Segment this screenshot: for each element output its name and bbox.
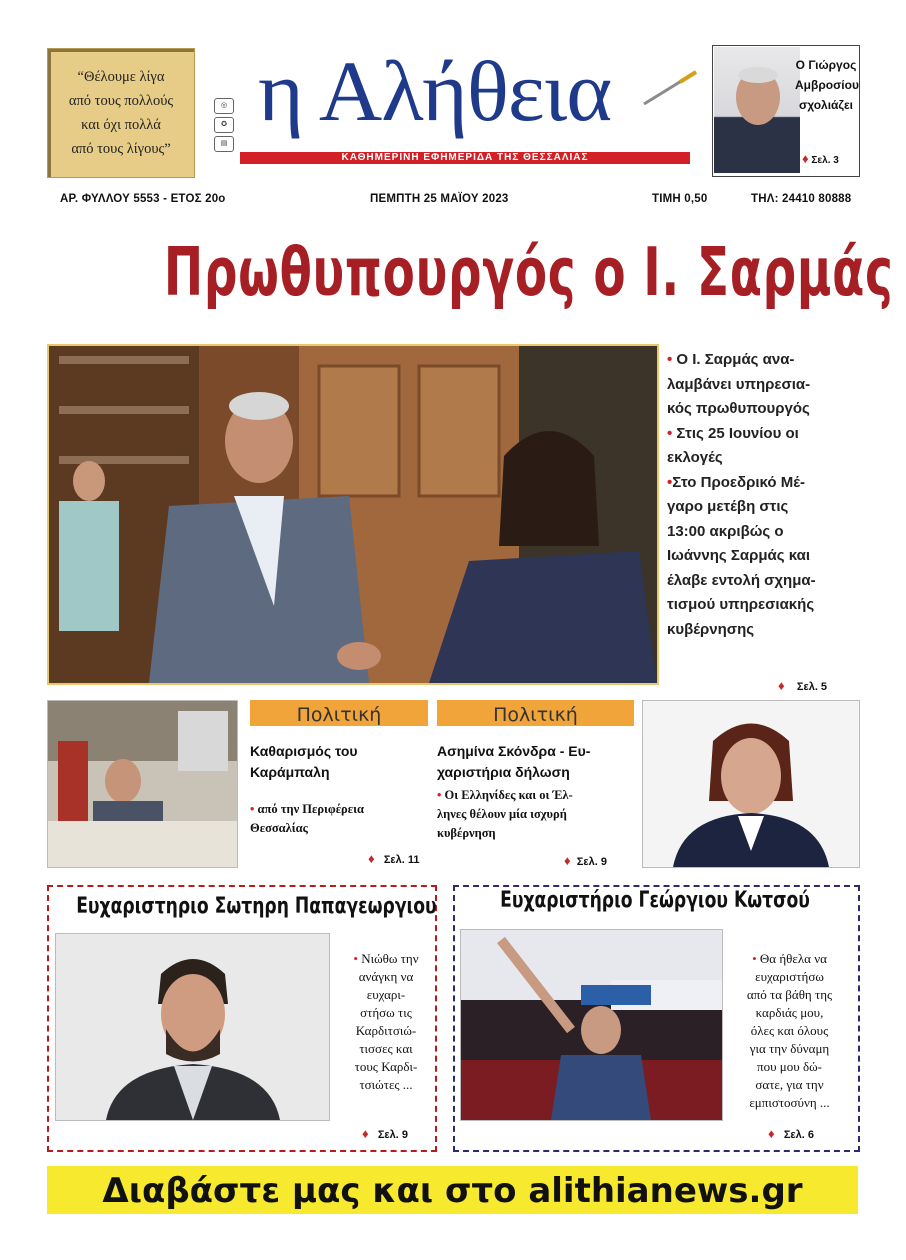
lead-bullets: [667, 348, 867, 642]
columnist-page-ref[interactable]: [802, 151, 839, 166]
title-line: Καθαρισμός του: [250, 743, 358, 759]
bullet-text: 13:00 ακριβώς ο: [667, 522, 784, 540]
story1-title[interactable]: [250, 741, 430, 783]
bullet-mark: •: [667, 424, 673, 442]
bullet-line: [667, 348, 867, 373]
body-line: [250, 800, 430, 819]
body-line: ανάγκη να: [358, 969, 414, 984]
issue-price: ΤΙΜΗ 0,50: [652, 193, 708, 205]
columnist-line: Ο Γιώργος: [795, 58, 857, 72]
diamond-icon: ♦: [802, 151, 809, 166]
diamond-icon: ♦: [564, 853, 571, 868]
bullet-mark: •: [250, 802, 255, 816]
bullet-text: έλαβε εντολή σχημα-: [667, 571, 816, 589]
thanks2-page-ref[interactable]: [768, 1126, 814, 1141]
bullet-mark: •: [752, 951, 757, 966]
bullet-line: [667, 495, 867, 520]
bullet-line: [667, 397, 867, 422]
diamond-icon: ♦: [778, 678, 785, 693]
body-line: όλες και όλους: [750, 1023, 829, 1038]
flag-icon: ▤: [214, 136, 234, 152]
body-line: καρδιάς μου,: [755, 1005, 824, 1020]
bullet-line: [667, 544, 867, 569]
issue-date: ΠΕΜΠΤΗ 25 ΜΑΪΟΥ 2023: [370, 193, 509, 205]
columnist-photo: [714, 47, 800, 173]
seal-icon: ✪: [214, 117, 234, 133]
body-line: που μου δώ-: [757, 1059, 822, 1074]
newspaper-subtitle: ΚΑΘΗΜΕΡΙΝΗ ΕΦΗΜΕΡΙΔΑ ΤΗΣ ΘΕΣΣΑΛΙΑΣ: [240, 152, 690, 164]
page-ref-text: Σελ. 5: [796, 681, 828, 693]
columnist-line: σχολιάζει: [799, 98, 853, 112]
body-text: Νιώθω την: [357, 951, 419, 966]
story2-body: [437, 786, 637, 843]
certification-icons: [212, 98, 236, 164]
bullet-text: Ο Ι. Σαρμάς ανα-: [672, 351, 795, 368]
story1-photo: [47, 700, 238, 868]
story2-photo: [642, 700, 860, 868]
page-ref-text: Σελ. 3: [811, 155, 839, 166]
body-line: τσιώτες ...: [359, 1077, 413, 1092]
title-line: Καράμπαλη: [250, 764, 330, 780]
lead-photo: [47, 344, 659, 685]
thanks2-title[interactable]: Ευχαριστήριο Γεώργιου Κωτσού: [500, 888, 810, 913]
body-text: Οι Ελληνίδες και οι Έλ-: [441, 788, 573, 802]
bullet-text: κός πρωθυπουργός: [667, 400, 810, 417]
bullet-line: [667, 569, 867, 594]
bullet-mark: •: [437, 788, 442, 802]
bullet-line: [667, 520, 867, 545]
story2-title[interactable]: [437, 741, 637, 783]
bullet-mark: •: [667, 473, 673, 491]
body-line: ληνες θέλουν μία ισχυρή: [437, 807, 567, 821]
award-icon: ◎: [214, 98, 234, 114]
columnist-name: [795, 55, 857, 115]
bullet-mark: •: [667, 351, 673, 368]
quote-line: “Θέλουμε λίγα: [77, 69, 165, 85]
body-line: [437, 786, 637, 805]
body-line: ευχαρι-: [366, 987, 406, 1002]
diamond-icon: ♦: [768, 1126, 775, 1141]
page-ref-text: Σελ. 9: [377, 1129, 408, 1141]
quill-icon: [640, 68, 700, 108]
quote-line: και όχι πολλά: [81, 117, 161, 133]
bullet-line: [667, 618, 867, 643]
bullet-line: [667, 422, 867, 447]
bullet-text: Στις 25 Ιουνίου οι: [672, 424, 799, 442]
phone-number: ΤΗΛ: 24410 80888: [751, 193, 852, 205]
thanks1-title[interactable]: Ευχαριστηριο Σωτηρη Παπαγεωργιου: [76, 894, 437, 919]
bullet-mark: •: [353, 951, 358, 966]
main-headline[interactable]: Πρωθυπουργός ο Ι. Σαρμάς: [163, 233, 894, 311]
bullet-line: [667, 593, 867, 618]
bullet-text: γαρο μετέβη στις: [667, 498, 789, 515]
title-line: Ασημίνα Σκόνδρα - Ευ-: [437, 743, 591, 759]
body-line: τισσες και: [359, 1041, 413, 1056]
body-line: ευχαριστήσω: [755, 969, 824, 984]
story2-section-tag[interactable]: Πολιτική: [437, 700, 634, 726]
story1-page-ref[interactable]: [368, 851, 420, 866]
title-line: χαριστήρια δήλωση: [437, 764, 570, 780]
website-banner[interactable]: Διαβάστε μας και στο alithianews.gr: [47, 1166, 858, 1214]
story1-body: [250, 800, 430, 838]
body-line: για την δύναμη: [749, 1041, 830, 1056]
body-line: [336, 950, 436, 968]
body-line: τους Καρδι-: [354, 1059, 418, 1074]
diamond-icon: ♦: [362, 1126, 369, 1141]
bullet-text: τισμού υπηρεσιακής: [667, 596, 815, 613]
page-ref-text: Σελ. 11: [383, 854, 420, 866]
thanks1-page-ref[interactable]: [362, 1126, 408, 1141]
newspaper-logo: η Αλήθεια: [258, 43, 612, 139]
body-line: σατε, για την: [755, 1077, 824, 1092]
columnist-line: Αμβροσίου: [795, 78, 859, 92]
quote-line: από τους πολλούς: [68, 93, 174, 109]
thanks1-body: [336, 950, 436, 1094]
body-text: Θα ήθελα να: [756, 951, 827, 966]
masthead-quote: [47, 48, 195, 178]
body-line: από τα βάθη της: [746, 987, 833, 1002]
thanks2-body: [727, 950, 852, 1112]
bullet-line: [667, 446, 867, 471]
thanks2-photo: [460, 929, 723, 1121]
body-line: Θεσσαλίας: [250, 821, 308, 835]
story1-section-tag[interactable]: Πολιτική: [250, 700, 428, 726]
thanks1-photo: [55, 933, 330, 1121]
body-text: από την Περιφέρεια: [254, 802, 364, 816]
page-ref-text: Σελ. 6: [783, 1129, 814, 1141]
bullet-text: λαμβάνει υπηρεσια-: [667, 375, 811, 393]
body-line: εμπιστοσύνη ...: [749, 1095, 830, 1110]
issue-number: ΑΡ. ΦΥΛΛΟΥ 5553 - ΕΤΟΣ 20ο: [60, 193, 226, 205]
bullet-text: κυβέρνησης: [667, 620, 755, 638]
story2-page-ref[interactable]: [564, 853, 607, 868]
body-line: [727, 950, 852, 968]
bullet-text: Στο Προεδρικό Μέ-: [672, 473, 806, 491]
page-ref-text: Σελ. 9: [576, 856, 607, 868]
bullet-line: [667, 373, 867, 398]
bullet-text: εκλογές: [667, 449, 723, 466]
body-line: Καρδιτσιώ-: [355, 1023, 417, 1038]
bullet-line: [667, 471, 867, 496]
body-line: στήσω τις: [360, 1005, 412, 1020]
diamond-icon: ♦: [368, 851, 375, 866]
bullet-text: Ιωάννης Σαρμάς και: [667, 547, 810, 564]
lead-page-ref[interactable]: [778, 678, 827, 693]
quote-line: από τους λίγους”: [71, 141, 171, 157]
body-line: κυβέρνηση: [437, 826, 496, 840]
